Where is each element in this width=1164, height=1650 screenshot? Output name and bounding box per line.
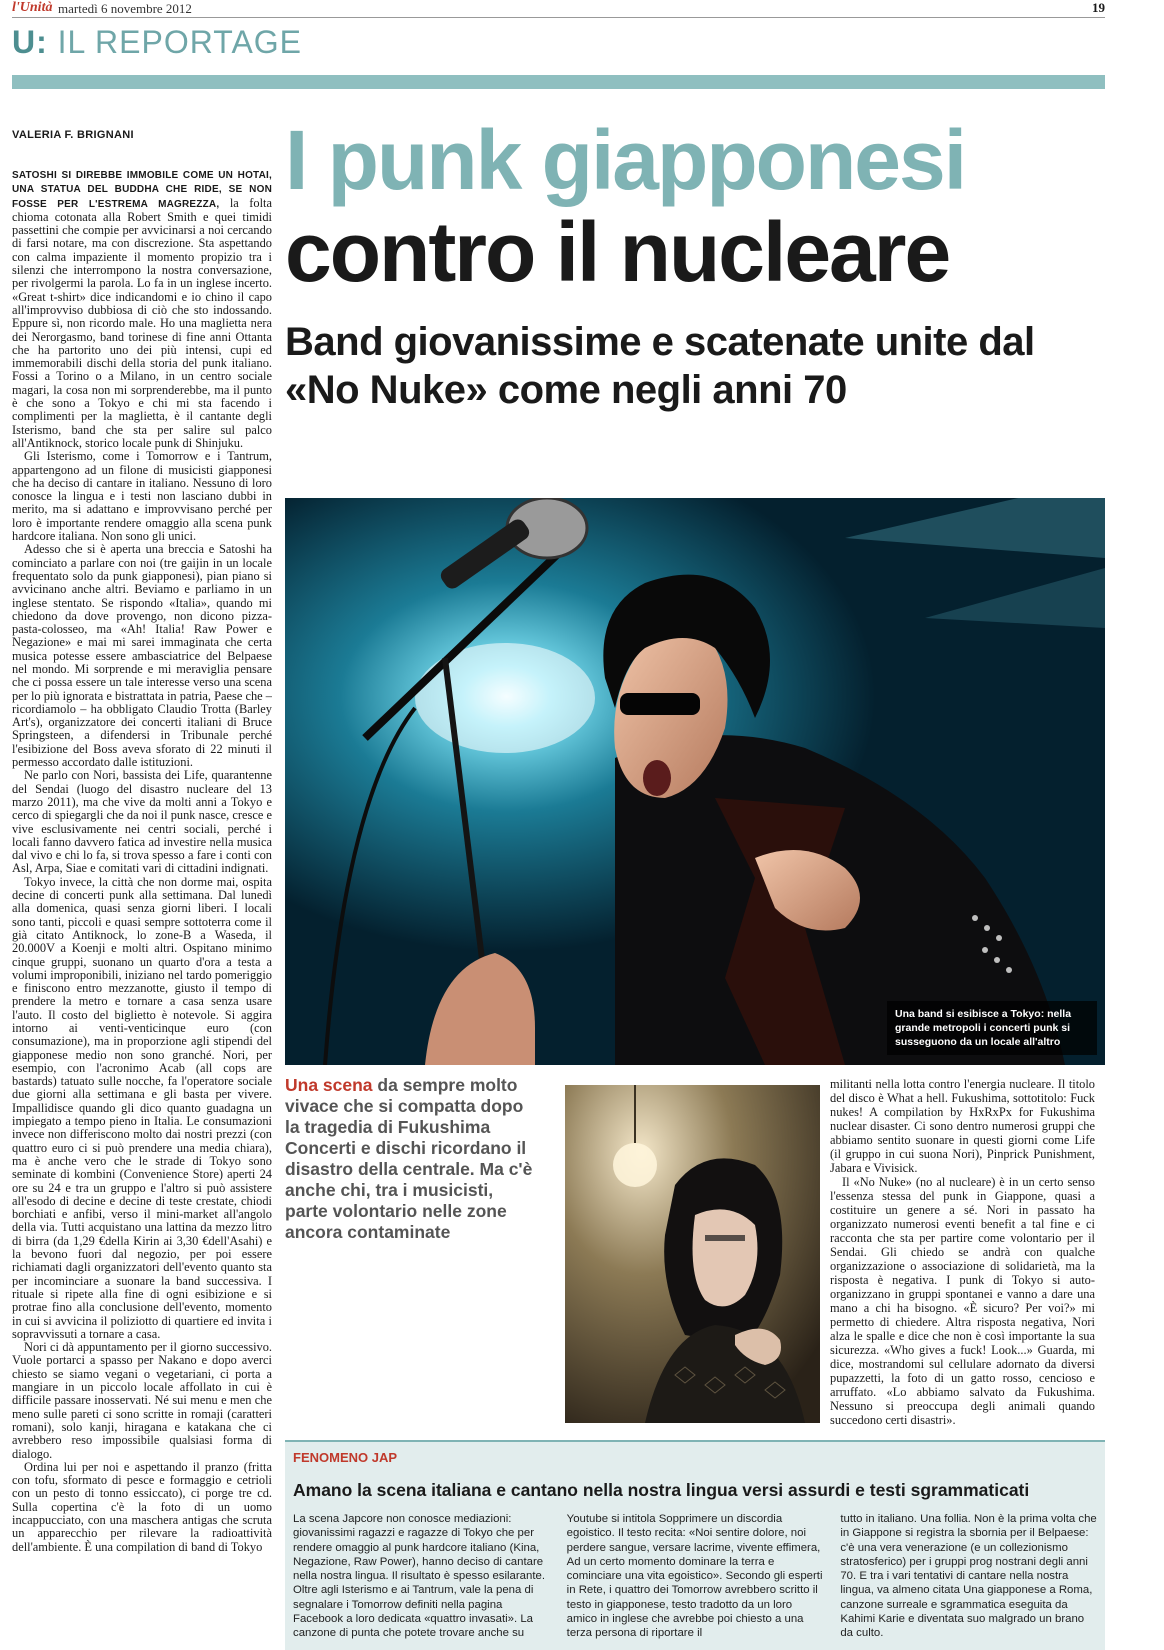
- section-prefix: U:: [12, 24, 48, 60]
- sidebar-columns: [293, 1512, 1098, 1641]
- body-paragraph: Ne parlo con Nori, bassista dei Life, quarantenne del Sendai (luogo del disastro nucleare del 13 marzo 2011), ma che vive da molti anni a Tokyo e cerco di spiegargli che da noi il punk nasce, cresce e vive esclusivamente nei centri sociali, perché i locali fanno davvero fatica ad investire nella musica dal vivo e chi lo fa, si trova spesso a fare i conti con Asl, Arpa, Siae e comitati vari di cittadini indignati.: [12, 768, 272, 876]
- body-paragraph: Adesso che si è aperta una breccia e Satoshi ha cominciato a parlare con noi (tre gaijin in un locale frequentato solo da punk giapponesi), pian piano si avvicinano anche altri. Beviamo e parliamo in un inglese stentato. Se rispondo «Italia», quando mi chiedono da dove provengo, non dicono pizza-pasta-colosseo, ma «Ah! Italia! Raw Power e Negazione» e mai mi sarei immaginata che certa musica potesse essere ambasciatrice del Belpaese nel mondo. Mi sorprende e mi meraviglia pensare che ci possa essere un tale interesse verso una scena per lo più ignorata e bistrattata in patria, Paese che – ricordiamolo – ha obbligato Claudio Trotta (Barley Art's), organizzatore dei concerti italiani di Bruce Springsteen, a difendersi in Tribunale perché l'esibizione del Boss aveva sforato di 22 minuti il permesso accordato dalle istituzioni.: [12, 542, 272, 770]
- sidebar-column: La scena Japcore non conosce mediazioni: giovanissimi ragazzi e ragazze di Tokyo che per rendere omaggio al punk hardcore italiano (Kina, Negazione, Raw Power), hanno deciso di cantare nella nostra lingua. Il risultato è spesso esilarante. Oltre agli Isterismo e ai Tantrum, vale la pena di segnalare i Tomorrow definiti nella pagina Facebook a loro dedicata «quattro invasati». La canzone di punta che potete trovare anche su: [293, 1513, 546, 1640]
- body-paragraph: Ordina lui per noi e aspettando il pranzo (fritta con tofu, sformato di pesce e formaggio e cetrioli con un pesto di tonno essiccato), ci porge tre cd. Sulla copertina c'è la foto di un uomo incappucciato, con una maschera antigas che scruta un apparecchio per rilevare la radioattività dell'ambiente. È una compilation di band di Tokyo: [12, 1459, 272, 1554]
- sidebar-column: Youtube si intitola Sopprimere un discordia egoistico. Il testo recita: «Noi sentire dolore, noi perdere sangue, versare lacrime, vivente effimera, Ad un certo momento dominare la terra e cominciare una vita egoistico». Secondo gli esperti in Rete, i quattro dei Tomorrow avrebbero scritto il testo in giapponese, testo tradotto da un loro amico in inglese che avrebbe poi chiesto a una terza persona di riportare il: [566, 1513, 823, 1640]
- lead-caps: SATOSHI SI DIREBBE IMMOBILE COME UN HOTAI, UNA STATUA DEL BUDDHA CHE RIDE, SE NON FOSSE PER L'ESTREMA MAGREZZA,: [12, 170, 272, 210]
- headline: [285, 113, 966, 299]
- page-number: 19: [1092, 0, 1105, 15]
- headline-line-1: I punk giapponesi: [285, 113, 966, 207]
- concert-photo: [285, 498, 1105, 1065]
- newspaper-name: l'Unità: [12, 0, 53, 15]
- section-name: IL REPORTAGE: [57, 24, 303, 60]
- sidebar-kicker: FENOMENO JAP: [293, 1450, 398, 1465]
- pull-quote-accent: Una scena: [285, 1075, 373, 1095]
- section-divider-bar: [12, 75, 1105, 89]
- headline-line-2: contro il nucleare: [285, 205, 950, 299]
- sidebar-box: [285, 1440, 1105, 1650]
- sidebar-column: tutto in italiano. Una follia. Non è la prima volta che in Giappone si registra la sbornia per il Belpaese: c'è una vera venerazione (e un collezionismo stratosferico) per i gruppi prog nostrani degli anni 70. E tra i vari tentativi di cantare nella nostra lingua, va almeno citata Una giapponese a Roma, canzone surreale e sgrammatica eseguita da Kahimi Karie e diventata suo malgrado un brano da culto.: [840, 1513, 1097, 1640]
- lead-rest: la folta chioma cotonata alla Robert Smith e quei timidi passettini che compie per avvicinarsi a noi cercando di farsi notare, ma con discrezione. Sta aspettando con calma impaziente il momento propizio tra i silenzi che interrompono la nostra conversazione, per rivolgermi la parola. Lo fa in un inglese incerto. «Great t-shirt» dice indicandomi e io chino il capo all'improvviso dubbiosa di ciò che sto indossando. Eppure sì, non ricordo male. Ho una maglietta nera dei Nerorgasmo, band torinese di fine anni Ottanta che ha partorito uno dei più intensi, cupi ed immemorabili dischi della storia del punk italiano. Fossi a Torino o a Milano, in un centro sociale magari, la cosa non mi sorprenderebbe, ma il punto è che sono a Tokyo e chi mi sta facendo i complimenti per la maglietta, è il cantante degli Isterismo, band che sta per salire sul palco all'Antiknock, storico locale punk di Shinjuku.: [12, 195, 272, 450]
- musician-portrait-photo: [565, 1085, 820, 1423]
- article-body-right: [830, 1077, 1095, 1427]
- byline: VALERIA F. BRIGNANI: [12, 129, 134, 141]
- body-paragraph: Tokyo invece, la città che non dorme mai, ospita decine di concerti punk alla settimana. Dal lunedì alla domenica, quasi senza giorni liberi. I locali sono tanti, piccoli e quasi sempre sottoterra come il già citato Antiknock, lo zone-B a Waseda, il 20.000V a Koenji e molti altri. Ospitano minimo cinque gruppi, suonano un quarto d'ora a testa a volumi improponibili, iniziano nel tardo pomeriggio e finiscono entro mezzanotte, giusto il tempo di prendere la metro e tornare a casa senza usare l'auto. Il costo del biglietto è notevole. Si aggira intorno ai venti-venticinque euro (con consumazione), ma in proporzione agli stipendi del giapponese medio non sono granché. Nori, per esempio, con l'acronimo Acab (all cops are bastards) tatuato sulle nocche, fa l'operatore sociale due giorni alla settimana e gli basta per vivere. Impallidisce quando gli dico quanto guadagna un impiegato a tempo pieno in Italia. Le consumazioni invece non differiscono molto dai nostri prezzi (con quattro euro ci si può prendere una media chiara), ma è anche vero che le strade di Tokyo sono seminate di kombini (Convenience Store) aperti 24 ore su 24 e tra un gruppo e l'altro si può assistere all'esodo di decine e decine di teste crestate, chiodi borchiati e anfibi, verso il mini-market all'angolo della via. Tutti acquistano una lattina da mezzo litro di birra (da 1,29 €della Kirin ai 3,30 €dell'Asahi) e la bevono fuori dal negozio, per poi essere richiamati dagli organizzatori dell'evento quanto sta per incominciare a suonare la band successiva. I rituale si ripete alla fine di ogni esibizione e si protrae fino alla conclusione dell'evento, momento in cui si avvicina il poliziotto di quartiere ed invita i sopravvissuti a tornare a casa.: [12, 874, 272, 1341]
- article-body-left: [12, 168, 272, 1646]
- issue-date: martedì 6 novembre 2012: [58, 1, 192, 16]
- concert-photo-illustration: [285, 498, 1105, 1065]
- body-paragraph: Nori ci dà appuntamento per il giorno successivo. Vuole portarci a spasso per Nakano e dopo averci chiesto se siamo vegani o vegetariani, ci porta a mangiare in un piccolo locale affollato in cui è difficile passare inosservati. Né sui menu e men che meno sulle pareti ci sono scritte in romaji (caratteri romani), solo kanji, hiragana e katakana che ci avrebbero reso impossibile qualsiasi forma di dialogo.: [12, 1340, 272, 1461]
- pull-quote-text: da sempre molto vivace che si compatta dopo la tragedia di Fukushima Concerti e dischi ricordano il disastro della centrale. Ma c'è anche chi, tra i musicisti, parte volontario nelle zone ancora contaminate: [285, 1075, 533, 1242]
- body-paragraph: Gli Isterismo, come i Tomorrow e i Tantrum, appartengono ad un filone di musicisti giapponesi che ha deciso di cantare in italiano. Nessuno di loro conosce la lingua e i testi non lasciano dubbi in merito, ma si adattano e improvvisano perché per loro è importante rendere omaggio alla scena punk hardcore italiana. Non sono gli unici.: [12, 449, 272, 544]
- body-paragraph: Il «No Nuke» (no al nucleare) è in un certo senso l'essenza stessa del punk in Giappone, quasi a costituire un genere a sé. Nori in passato ha organizzato numerosi eventi benefit a tal fine e ci racconta che sta per partire come volontario per il Sendai. Gli chiedo se andrà con qualche organizzazione o associazione di solidarietà, ma la risposta è negativa. I punk di Tokyo si auto-organizzano in gruppi spontanei e vanno a dare una mano a chi ha bisogno. «È sicuro? Per voi?» mi permetto di chiedere. Altra risposta negativa, Nori alza le spalle e dice che non è così importante la sua sicurezza. «Who gives a fuck! Look...» Guarda, mi dice, mostrandomi sul cellulare adornato da diversi pupazzetti, la foto di un gatto rosso, cencioso e arruffato. «Lo abbiamo salvato da Fukushima. Nessuno si preoccupa degli animali quando succedono certi disastri».: [830, 1175, 1095, 1427]
- page-header: [12, 0, 1105, 18]
- pull-quote: [285, 1075, 535, 1243]
- lead-paragraph: [12, 168, 272, 450]
- photo-caption: Una band si esibisce a Tokyo: nella grande metropoli i concerti punk si susseguono da un locale all'altro: [887, 1001, 1097, 1055]
- body-paragraph: militanti nella lotta contro l'energia nucleare. Il titolo del disco è What a hell. Fukushima, sottotitolo: Fuck nukes! A compilation by HxRxPx for Fukushima nuclear disaster. Ci sono dentro numerosi gruppi che abbiamo sentito suonare in questi giorni come Life (il gruppo in cui suona Nori), Pinprick Punishment, Jabara e Vivisick.: [830, 1077, 1095, 1175]
- portrait-illustration: [565, 1085, 820, 1423]
- section-title: [12, 24, 302, 61]
- sidebar-title: Amano la scena italiana e cantano nella nostra lingua versi assurdi e testi sgrammaticati: [293, 1480, 1030, 1500]
- subheadline: Band giovanissime e scatenate unite dal «No Nuke» come negli anni 70: [285, 320, 1035, 412]
